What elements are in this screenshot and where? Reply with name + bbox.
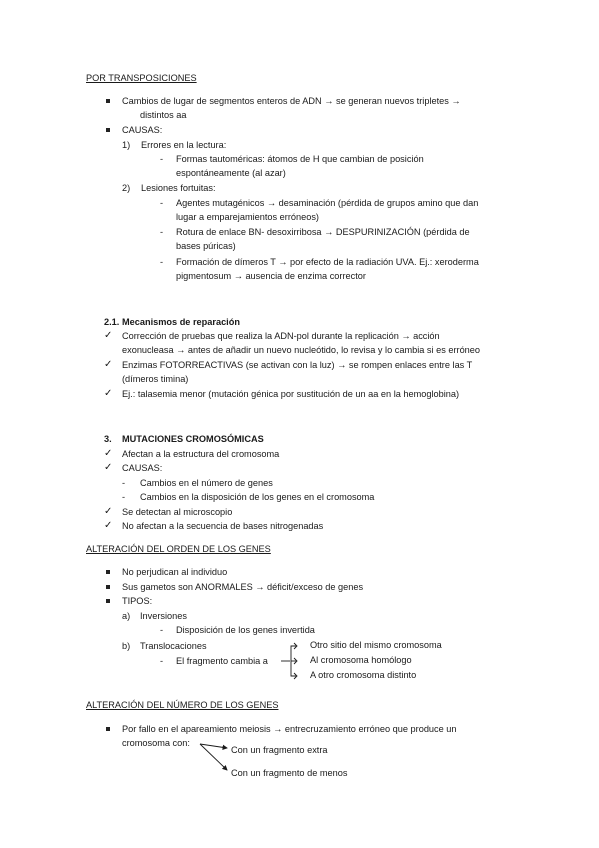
- dash-marker: -: [160, 198, 164, 208]
- check-icon: ✓: [104, 359, 113, 370]
- list-letter: b): [122, 641, 131, 651]
- list-item: Errores en la lectura:: [141, 140, 227, 150]
- section-number: 2.1.: [104, 317, 120, 327]
- meiosis-arrow-icon: [200, 744, 227, 770]
- list-number: 1): [122, 140, 131, 150]
- list-item: Lesiones fortuitas:: [141, 183, 216, 193]
- dash-item: Rotura de enlace BN- desoxirribosa → DESPURINIZACIÓN (pérdida de: [176, 227, 470, 237]
- check-item: Se detectan al microscopio: [122, 507, 233, 517]
- dash-marker: -: [122, 478, 126, 488]
- bullet-text: Cambios de lugar de segmentos enteros de ADN → se generan nuevos tripletes →: [122, 96, 461, 106]
- branch-option: Con un fragmento extra: [231, 745, 328, 755]
- check-icon: ✓: [104, 520, 113, 531]
- bullet-text: No perjudican al individuo: [122, 567, 228, 577]
- bullet-text-continued: cromosoma con:: [122, 738, 190, 748]
- dash-item: Cambios en el número de genes: [140, 478, 273, 488]
- dash-marker: -: [160, 257, 164, 267]
- dash-item: Disposición de los genes invertida: [176, 625, 315, 635]
- section-heading-reparacion: Mecanismos de reparación: [122, 317, 240, 327]
- check-icon: ✓: [104, 388, 113, 399]
- dash-marker: -: [160, 625, 164, 635]
- dash-item-continued: espontáneamente (al azar): [176, 168, 286, 178]
- branch-option: Al cromosoma homólogo: [310, 655, 412, 665]
- dash-item-continued: bases púricas): [176, 241, 236, 251]
- dash-marker: -: [160, 154, 164, 164]
- check-icon: ✓: [104, 330, 113, 341]
- branch-option: Otro sitio del mismo cromosoma: [310, 640, 442, 650]
- check-icon: ✓: [104, 462, 113, 473]
- section-heading-orden: ALTERACIÓN DEL ORDEN DE LOS GENES: [86, 544, 271, 554]
- section-heading-transposiciones: POR TRANSPOSICIONES: [86, 73, 197, 83]
- dash-item: Formación de dímeros T → por efecto de la radiación UVA. Ej.: xeroderma: [176, 257, 479, 267]
- check-item-continued: exonucleasa → antes de añadir un nuevo nucleótido, lo revisa y lo cambia si es erróneo: [122, 345, 481, 355]
- list-number: 2): [122, 183, 131, 193]
- bullet-text: Sus gametos son ANORMALES → déficit/exceso de genes: [122, 582, 364, 592]
- branch-option: A otro cromosoma distinto: [310, 670, 417, 680]
- list-letter: a): [122, 611, 131, 621]
- dash-marker: -: [160, 227, 164, 237]
- bullet-text: Por fallo en el apareamiento meiosis → entrecruzamiento erróneo que produce un: [122, 724, 457, 734]
- check-item: Ej.: talasemia menor (mutación génica por sustitución de un aa en la hemoglobina): [122, 389, 460, 399]
- check-item: No afectan a la secuencia de bases nitrogenadas: [122, 521, 324, 531]
- dash-item-continued: lugar a emparejamientos erróneos): [176, 212, 319, 222]
- bullet-text-continued: distintos aa: [140, 110, 187, 120]
- bullet-text: TIPOS:: [122, 596, 153, 606]
- check-item-continued: (dímeros timina): [122, 374, 189, 384]
- check-item: Enzimas FOTORREACTIVAS (se activan con la luz) → se rompen enlaces entre las T: [122, 360, 473, 370]
- list-item: Translocaciones: [140, 641, 207, 651]
- section-heading-cromosomicas: MUTACIONES CROMOSÓMICAS: [122, 434, 264, 444]
- dash-marker: -: [122, 492, 126, 502]
- section-heading-numero: ALTERACIÓN DEL NÚMERO DE LOS GENES: [86, 700, 279, 710]
- bullet-text: CAUSAS:: [122, 125, 163, 135]
- dash-item: Agentes mutagénicos → desaminación (pérdida de grupos amino que dan: [176, 198, 479, 208]
- list-item: Inversiones: [140, 611, 187, 621]
- dash-item-continued: pigmentosum → ausencia de enzima corrector: [176, 271, 366, 281]
- branch-option: Con un fragmento de menos: [231, 768, 348, 778]
- check-item: CAUSAS:: [122, 463, 163, 473]
- dash-marker: -: [160, 656, 164, 666]
- check-icon: ✓: [104, 506, 113, 517]
- translocation-brace-icon: [281, 643, 297, 679]
- check-icon: ✓: [104, 448, 113, 459]
- check-item: Corrección de pruebas que realiza la ADN-pol durante la replicación → acción: [122, 331, 440, 341]
- dash-item: Formas tautoméricas: átomos de H que cambian de posición: [176, 154, 424, 164]
- dash-item: Cambios en la disposición de los genes en el cromosoma: [140, 492, 375, 502]
- section-number: 3.: [104, 434, 112, 444]
- dash-item: El fragmento cambia a: [176, 656, 268, 666]
- check-item: Afectan a la estructura del cromosoma: [122, 449, 280, 459]
